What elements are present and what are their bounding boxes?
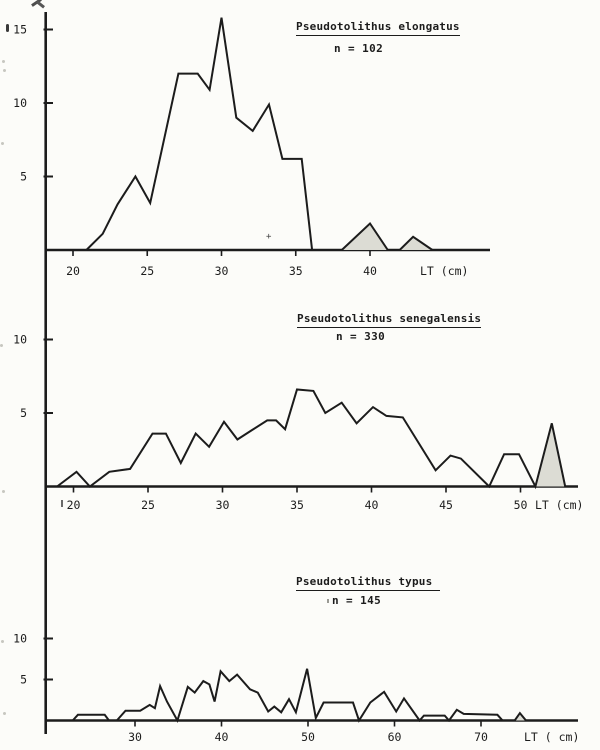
scan-speck (327, 599, 329, 603)
chart1-title (296, 20, 460, 36)
chart3-x-axis-unit-label: LT ( cm) (524, 730, 580, 744)
chart3-x-tick-label-40: 40 (214, 730, 229, 744)
chart2-title (297, 312, 481, 328)
chart2-curve (57, 390, 565, 487)
scan-speck (2, 60, 5, 63)
scan-speck (61, 500, 63, 507)
chart3-x-tick-label-30: 30 (128, 730, 142, 744)
chart2-x-axis-unit-label: LT (cm) (535, 498, 584, 512)
chart2-x-tick-label-50: 50 (513, 498, 528, 512)
chart2-sample-size: n = 330 (336, 330, 386, 343)
chart3-sample-size: n = 145 (332, 594, 382, 607)
scan-plus-mark: + (266, 232, 272, 242)
chart3-curve (73, 669, 542, 721)
chart3-x-tick-label-70: 70 (474, 730, 488, 744)
scan-speck (3, 69, 6, 72)
scan-speck (6, 24, 9, 32)
chart2-x-tick-label-35: 35 (290, 498, 304, 512)
scan-speck (1, 142, 4, 145)
chart3-title-text: Pseudotolithus typus (296, 575, 440, 591)
chart1-x-axis-unit-label: LT (cm) (420, 264, 469, 278)
scan-speck (0, 344, 3, 347)
chart2-title-text: Pseudotolithus senegalensis (297, 312, 481, 328)
chart2-x-tick-label-40: 40 (364, 498, 379, 512)
chart2-x-tick-label-45: 45 (439, 498, 453, 512)
chart1-x-tick-label-40: 40 (363, 264, 377, 278)
chart3-x-tick-label-50: 50 (301, 730, 315, 744)
chart1-y-tick-label-10: 10 (13, 96, 27, 110)
chart1-x-tick-label-35: 35 (288, 264, 303, 278)
chart1-x-tick-label-30: 30 (214, 264, 229, 278)
chart2-x-tick-label-20: 20 (66, 498, 81, 512)
chart2-x-tick-label-25: 25 (141, 498, 155, 512)
chart3-x-tick-label-60: 60 (387, 730, 402, 744)
chart2-y-tick-label-10: 10 (13, 332, 27, 347)
chart3-y-tick-label-10: 10 (13, 631, 27, 646)
chart3-y-tick-label-5: 5 (20, 672, 27, 687)
chart2-y-tick-label-5: 5 (20, 406, 27, 420)
chart1-title-text: Pseudotolithus elongatus (296, 20, 460, 36)
scan-speck (3, 712, 6, 715)
chart1-sample-size: n = 102 (334, 42, 384, 55)
chart1-y-tick-label-15: 15 (13, 22, 27, 37)
chart1-x-tick-label-25: 25 (140, 264, 155, 278)
scan-speck (1, 640, 4, 643)
chart1-y-tick-label-5: 5 (20, 169, 27, 184)
chart2-x-tick-label-30: 30 (215, 498, 230, 512)
chart3-title (296, 575, 440, 591)
scan-speck (2, 490, 5, 493)
chart1-x-tick-label-20: 20 (66, 264, 80, 278)
